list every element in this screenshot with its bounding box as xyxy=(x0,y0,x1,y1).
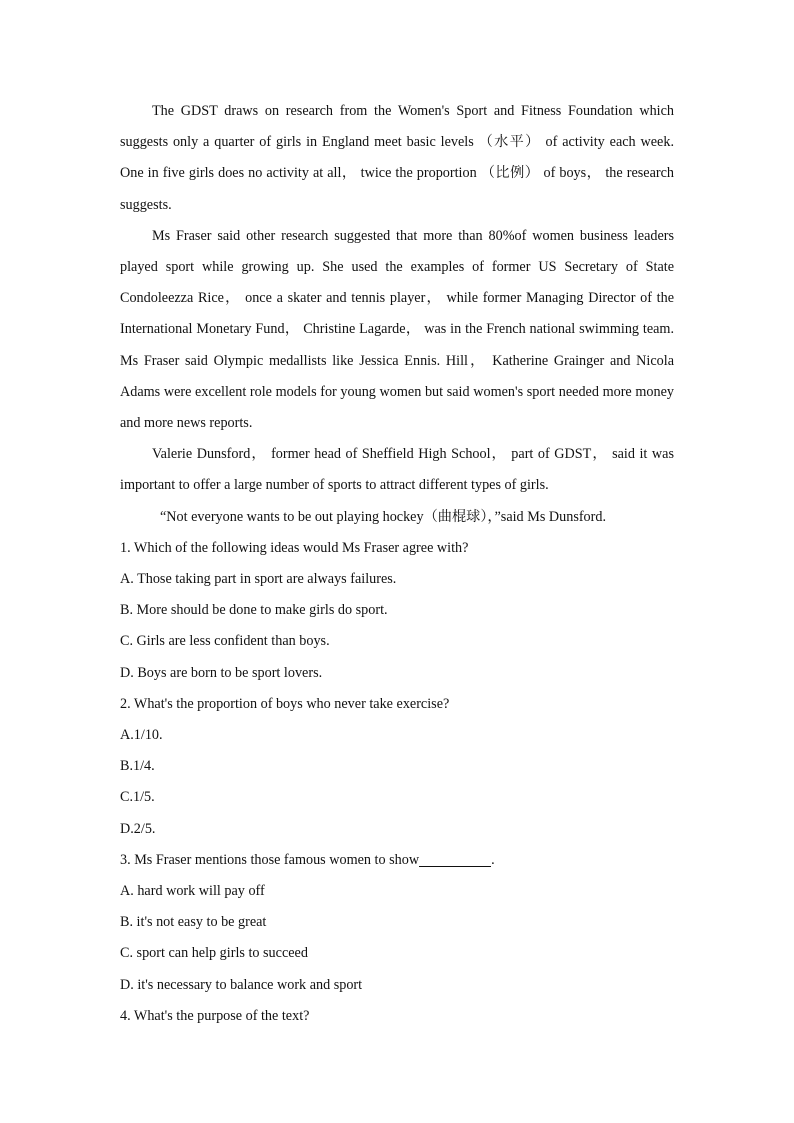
question-3-stem-line xyxy=(120,845,674,876)
passage-paragraph-1: The GDST draws on research from the Women's Sport and Fitness Foundation which suggests only a quarter of girls in England meet basic levels （水平） of activity each week. One in five girls does no activity at all， twice the proportion （比例） of boys， the research suggests. xyxy=(120,103,674,213)
question-2-option-b: B.1/4. xyxy=(120,758,155,775)
question-4-stem: 4. What's the purpose of the text? xyxy=(120,1007,310,1024)
passage-paragraph-3: Valerie Dunsford， former head of Sheffield High School， part of GDST， said it was important to offer a large number of sports to attract different types of girls. xyxy=(120,446,674,494)
question-2-option-a: A.1/10. xyxy=(120,727,163,744)
passage-paragraph-2: Ms Fraser said other research suggested that more than 80%of women business leaders played sport while growing up. She used the examples of former US Secretary of State Condoleezza Rice， once a skater and tennis player， while former Managing Director of the International Monetary Fund， Christine Lagarde， was in the French national swimming team. Ms Fraser said Olympic medallists like Jessica Ennis. Hill， Katherine Grainger and Nicola Adams were excellent role models for young women but said women's sport needed more money and more news reports. xyxy=(120,227,674,432)
question-3-option-a: A. hard work will pay off xyxy=(120,883,265,900)
question-3-option-d: D. it's necessary to balance work and sport xyxy=(120,976,363,993)
question-3-stem-end: . xyxy=(491,851,495,868)
question-3-option-c: C. sport can help girls to succeed xyxy=(120,945,308,962)
answer-blank xyxy=(419,850,491,867)
question-3-option-b: B. it's not easy to be great xyxy=(120,914,267,931)
question-2-stem: 2. What's the proportion of boys who never take exercise? xyxy=(120,695,450,712)
question-2-option-d: D.2/5. xyxy=(120,820,156,837)
passage-quote: “Not everyone wants to be out playing hockey（曲棍球），”said Ms Dunsford. xyxy=(160,508,607,525)
question-1-option-a: A. Those taking part in sport are always failures. xyxy=(120,571,397,588)
question-1-option-c: C. Girls are less confident than boys. xyxy=(120,633,330,650)
document-page xyxy=(120,96,674,1032)
question-3-stem: 3. Ms Fraser mentions those famous women to show xyxy=(120,851,420,868)
question-1-stem: 1. Which of the following ideas would Ms Fraser agree with? xyxy=(120,539,469,556)
question-2-option-c: C.1/5. xyxy=(120,789,155,806)
question-1-option-b: B. More should be done to make girls do sport. xyxy=(120,602,388,619)
question-1-option-d: D. Boys are born to be sport lovers. xyxy=(120,664,323,681)
